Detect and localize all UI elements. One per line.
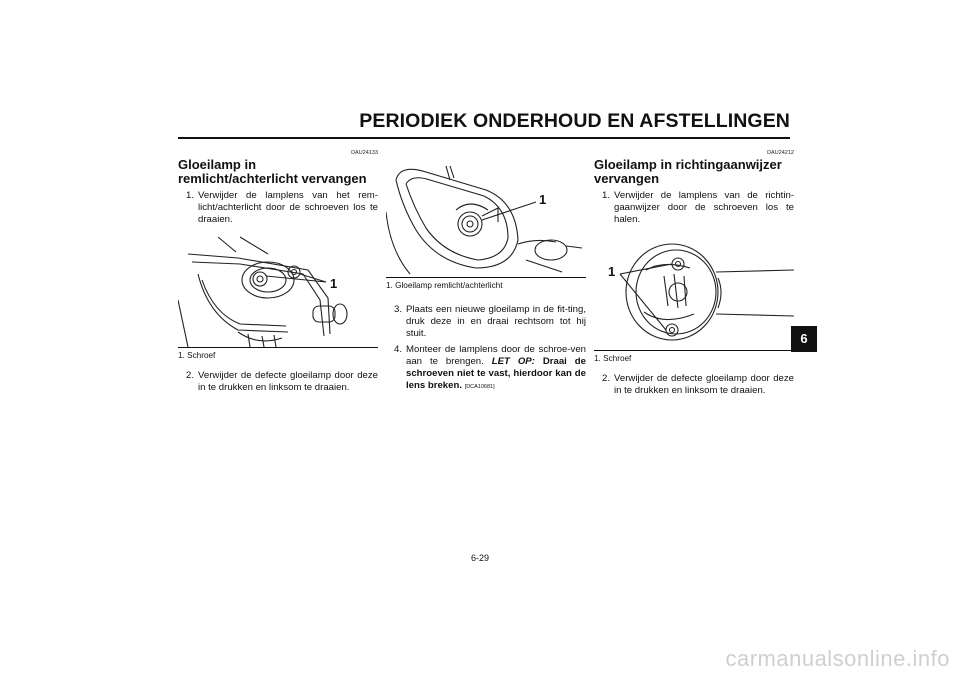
figure-caption: 1. Gloeilamp remlicht/achterlicht: [386, 281, 503, 290]
brake-bulb-illustration: [386, 150, 586, 277]
step-text: Verwijder de defecte gloeilamp door deze in te drukken en linksom te draaien.: [198, 370, 378, 393]
figure-callout: 1: [539, 192, 547, 207]
step-number: 4.: [394, 344, 403, 355]
step-4: [386, 344, 586, 393]
section-title: Gloeilamp in remlicht/achterlicht vervangen: [178, 157, 367, 186]
step-number: 1.: [602, 190, 611, 201]
step-text: Verwijder de defecte gloeilamp door deze in te drukken en linksom te draaien.: [614, 373, 794, 396]
page-header-title: PERIODIEK ONDERHOUD EN AFSTELLINGEN: [359, 110, 790, 132]
step-1: [178, 190, 378, 226]
page-number: 6-29: [470, 553, 489, 563]
figure-brake-bulb: [386, 150, 586, 278]
figure-turn-signal-screws: [594, 234, 794, 351]
header-rule: [178, 137, 790, 139]
step-number: 2.: [602, 373, 611, 384]
chapter-tab: 6: [791, 326, 817, 352]
step-text: Plaats een nieuwe gloeilamp in de fit-ting, druk deze in en draai rechtsom tot hij stuit.: [406, 304, 586, 339]
brake-light-illustration: [178, 234, 378, 347]
figure-callout: 1: [330, 276, 338, 291]
step-number: 3.: [394, 304, 403, 315]
step-number: 2.: [186, 370, 195, 381]
step-text: Verwijder de lamplens van het rem-licht/achterlicht door de schroeven los te draaien.: [198, 190, 378, 225]
turn-signal-illustration: [594, 234, 794, 350]
figure-caption: 1. Schroef: [178, 351, 216, 360]
step-1: [594, 190, 794, 226]
step-3: [386, 304, 586, 340]
step-text: Verwijder de lamplens van de richtin-gaanwijzer door de schroeven los te halen.: [614, 190, 794, 225]
warning-text: Draai de schroeven niet te vast, hierdoor kan de lens breken.: [406, 356, 586, 391]
figure-callout: 1: [608, 264, 616, 279]
step-text: Monteer de lamplens door de schroe-ven aan te brengen.: [406, 344, 586, 367]
column-brake-light: [178, 150, 378, 394]
warning-code: [DCA10681]: [464, 384, 495, 390]
section-title: Gloeilamp in richtingaanwijzer vervangen: [594, 157, 782, 186]
section-code: DAU24133: [351, 150, 378, 156]
step-number: 1.: [186, 190, 195, 201]
warning-label: LET OP:: [491, 356, 535, 367]
column-turn-signal: [594, 150, 794, 397]
step-2: [178, 370, 378, 394]
column-bulb-replacement: [386, 150, 586, 393]
section-code: DAU24212: [767, 150, 794, 156]
figure-brake-light-screws: [178, 234, 378, 348]
figure-caption: 1. Schroef: [594, 354, 632, 363]
step-2: [594, 373, 794, 397]
watermark: carmanualsonline.info: [725, 646, 950, 671]
